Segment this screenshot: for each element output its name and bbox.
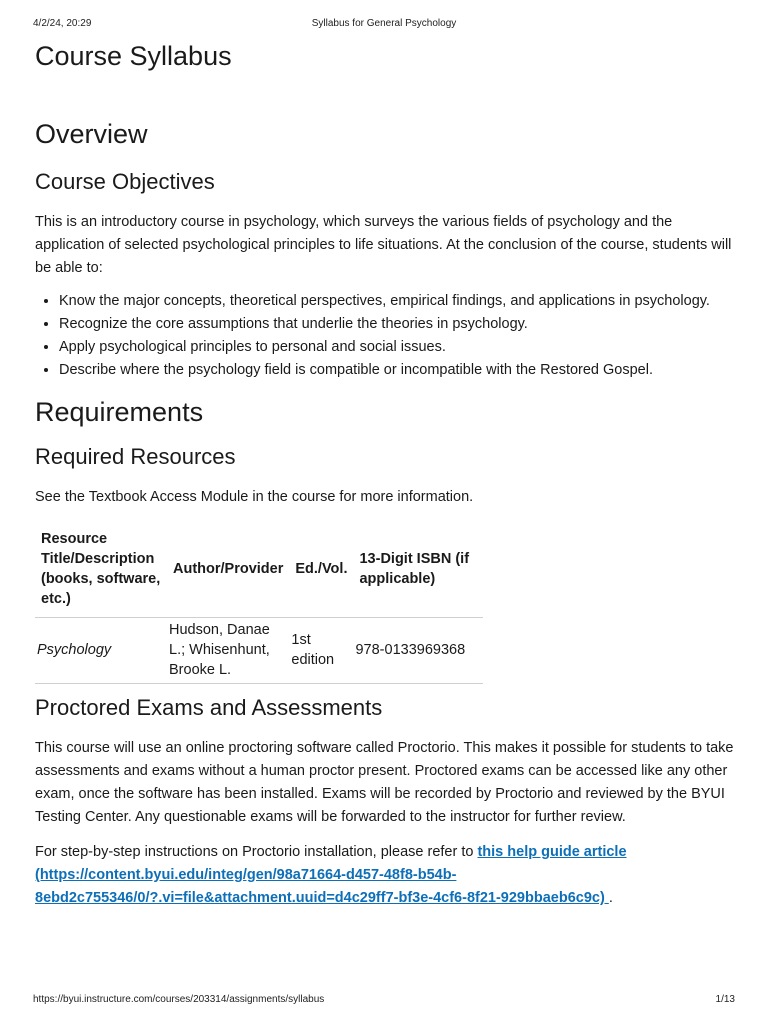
requirements-heading: Requirements <box>35 397 204 427</box>
objectives-intro: This is an introductory course in psychology, which surveys the various fields of psychology and the application of selected psychological principles to life situations. At the conclusion of the course, students will be able to: <box>35 214 732 276</box>
cell-author: Hudson, Danae L.; Whisenhunt, Brooke L. <box>167 618 289 684</box>
table-header-row <box>35 523 483 618</box>
print-url: https://byui.instructure.com/courses/203314/assignments/syllabus <box>33 994 325 1005</box>
cell-isbn: 978-0133969368 <box>353 618 483 684</box>
print-date: 4/2/24, 20:29 <box>33 18 92 29</box>
page-title: Course Syllabus <box>35 41 232 71</box>
cell-title: Psychology <box>35 618 167 684</box>
table-row <box>35 618 483 684</box>
overview-heading: Overview <box>35 119 148 149</box>
cell-edition: 1st edition <box>289 618 353 684</box>
objective-item: • Know the major concepts, theoretical perspectives, empirical findings, and applications in psychology. <box>59 290 735 313</box>
proctorio-instructions <box>35 841 735 910</box>
instructions-suffix: . <box>608 890 613 906</box>
page-number: 1/13 <box>715 994 735 1005</box>
course-objectives-heading: Course Objectives <box>35 169 215 194</box>
objectives-list <box>35 290 735 382</box>
objective-item: • Recognize the core assumptions that underlie the theories in psychology. <box>59 313 735 336</box>
print-header <box>33 18 735 32</box>
header-edition: Ed./Vol. <box>289 523 353 618</box>
resources-intro: See the Textbook Access Module in the course for more information. <box>35 489 474 505</box>
print-footer <box>33 994 735 1008</box>
header-resource-title: Resource Title/Description (books, software, etc.) <box>35 523 167 618</box>
proctored-paragraph: This course will use an online proctoring software called Proctorio. This makes it possible for students to take assessments and exams without a human proctor present. Proctored exams can be accessed like any other exam, once the software has been installed. Exams will be recorded by Proctorio and reviewed by the BYUI Testing Center. Any questionable exams will be forwarded to the instructor for further review. <box>35 740 734 825</box>
print-doc-title: Syllabus for General Psychology <box>311 18 457 29</box>
proctored-exams-heading: Proctored Exams and Assessments <box>35 695 383 720</box>
required-resources-heading: Required Resources <box>35 444 236 469</box>
instructions-prefix: For step-by-step instructions on Proctorio installation, please refer to <box>35 844 478 860</box>
syllabus-content <box>35 38 735 910</box>
objective-item: • Apply psychological principles to personal and social issues. <box>59 336 735 359</box>
header-isbn: 13-Digit ISBN (if applicable) <box>353 523 483 618</box>
header-author: Author/Provider <box>167 523 289 618</box>
help-guide-link[interactable]: this help guide article (https://content.byui.edu/integ/gen/98a71664-d457-48f8-b54b-8ebd2c755346/0/?.vi=file&attachment.uuid=d4c29ff7-bf3e-4cf6-8f21-929bbaeb6c9c) <box>35 844 627 906</box>
objective-item: • Describe where the psychology field is compatible or incompatible with the Restored Gospel. <box>59 359 735 382</box>
resources-table <box>35 523 483 684</box>
